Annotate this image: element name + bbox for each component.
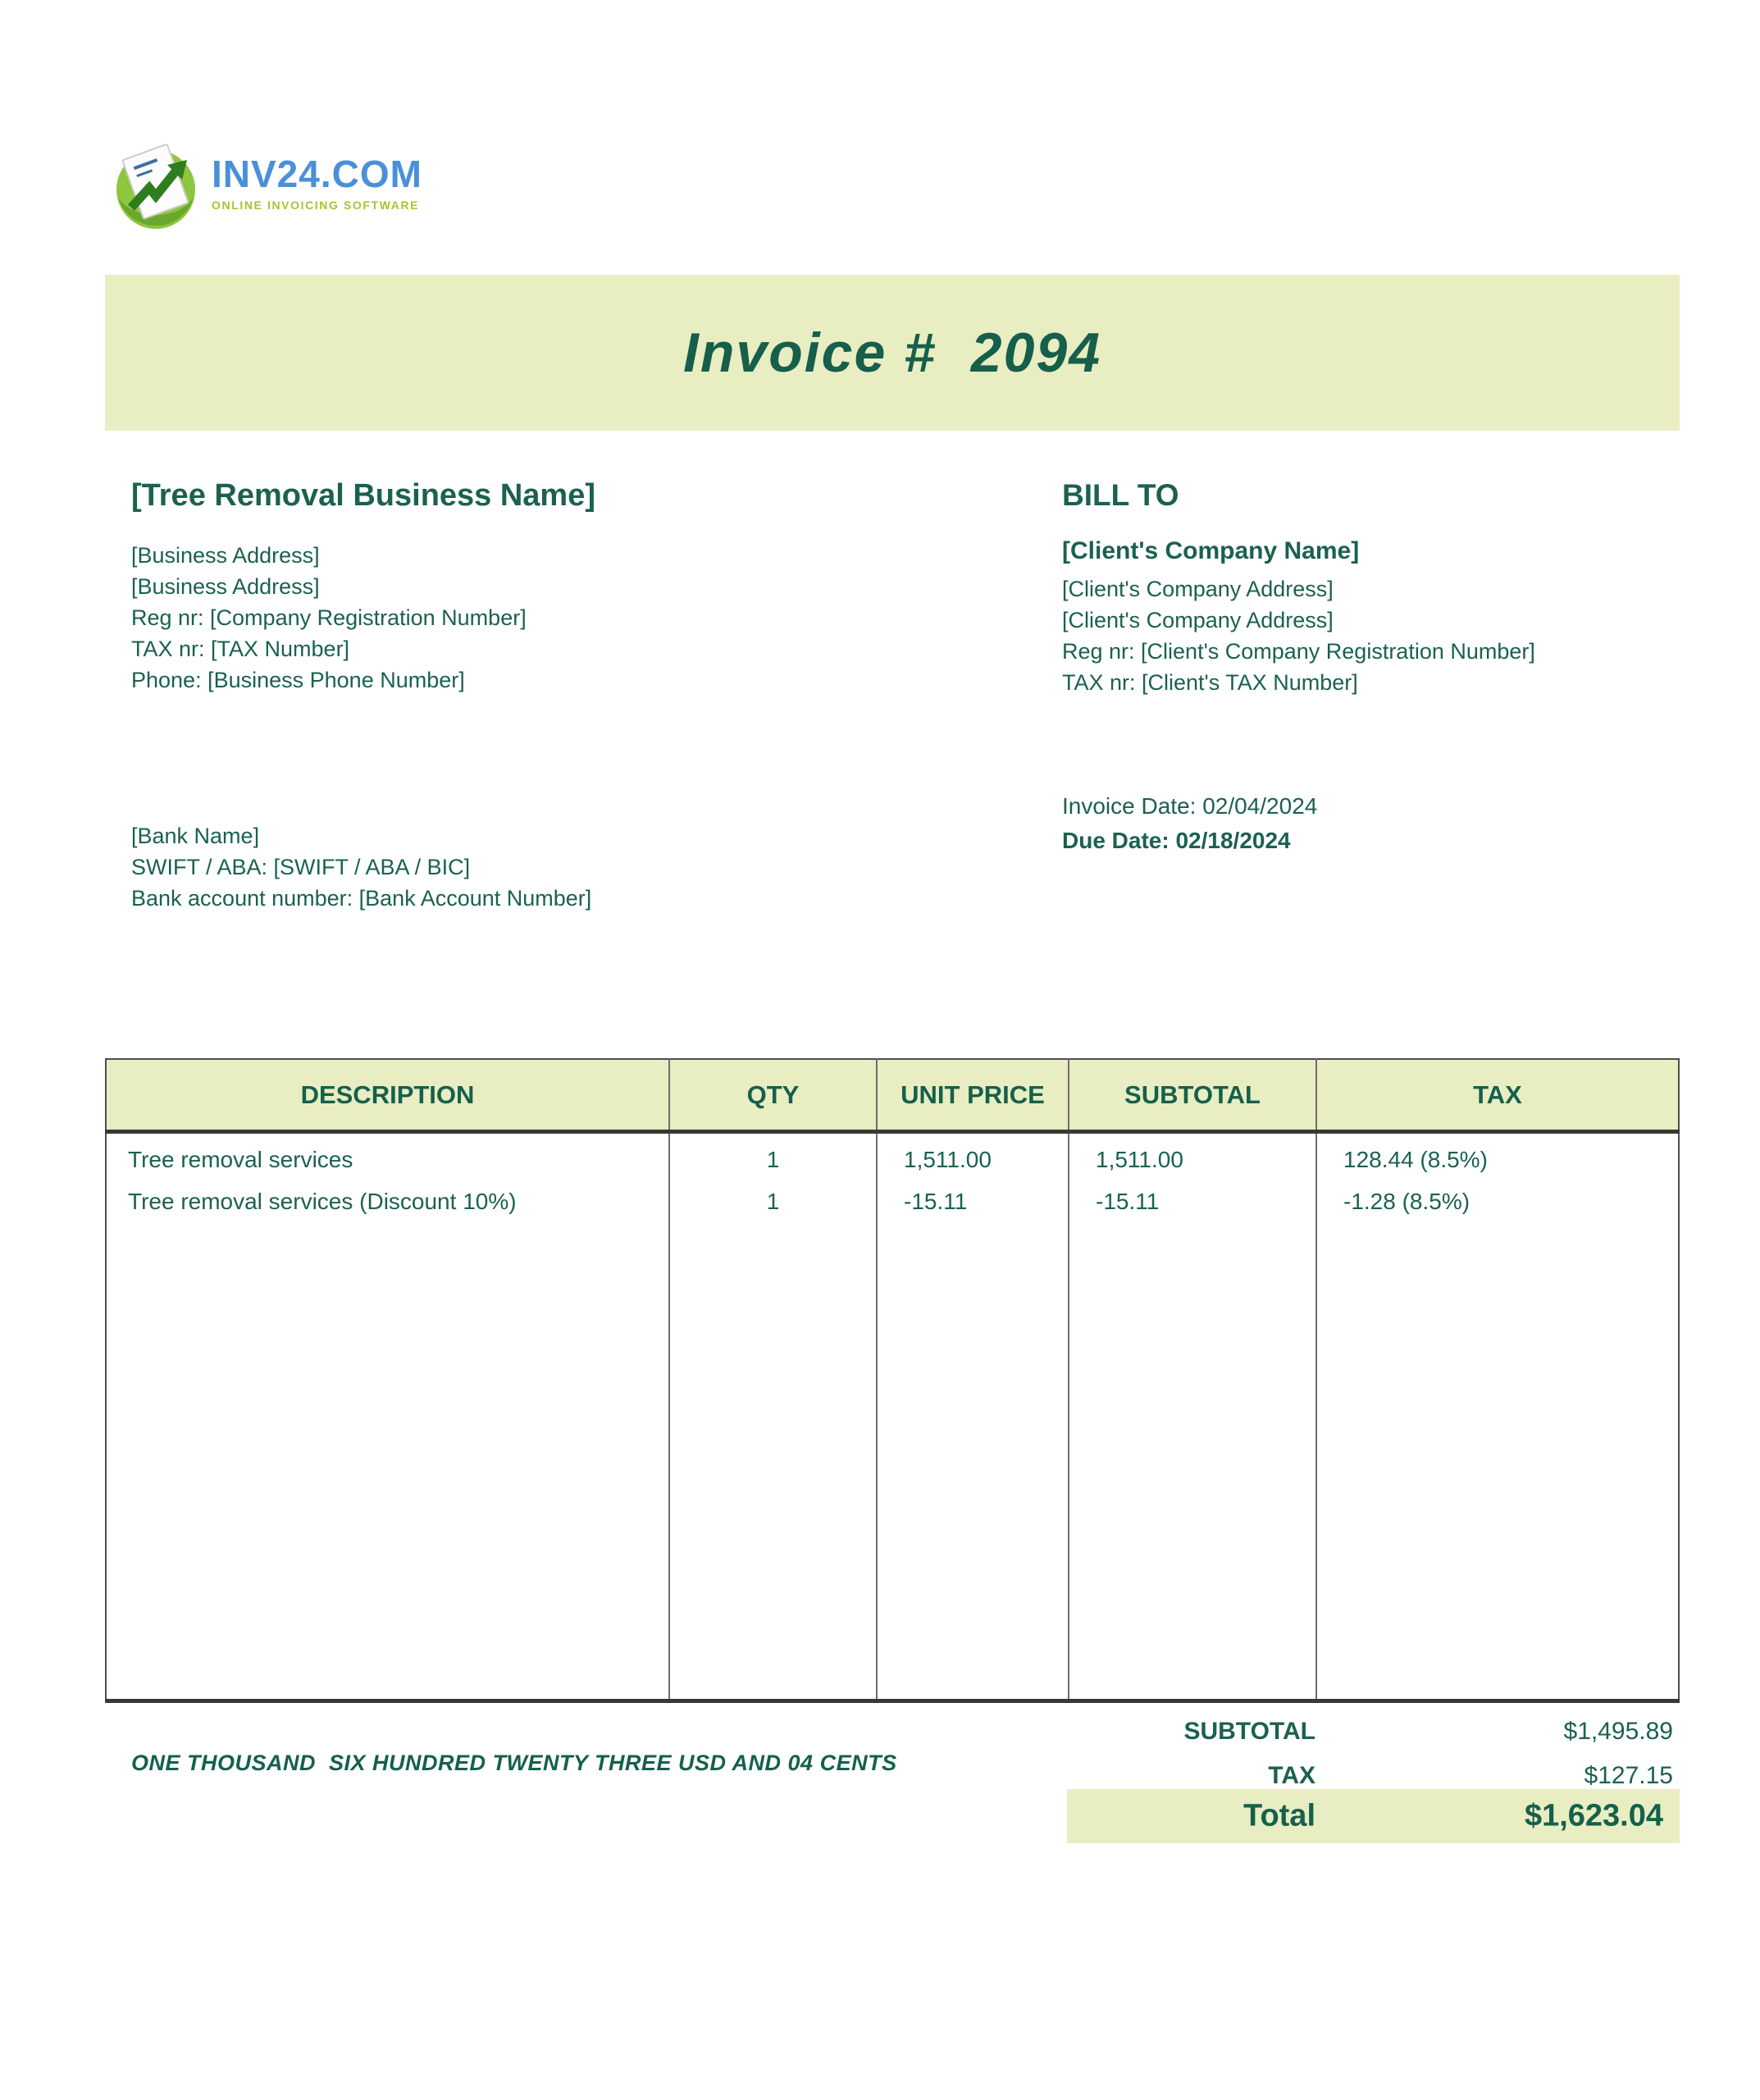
tax-value: $127.15 xyxy=(1584,1762,1673,1789)
logo-brand: INV24.COM xyxy=(212,153,422,195)
client-name: [Client's Company Name] xyxy=(1062,537,1360,564)
seller-name: [Tree Removal Business Name] xyxy=(131,478,596,513)
seller-block xyxy=(131,478,595,696)
bank-name-line: [Bank Name] xyxy=(131,824,260,848)
item-unit-price: 1,511.00 xyxy=(877,1132,1069,1185)
bank-block xyxy=(131,820,591,914)
col-header-tax: TAX xyxy=(1316,1059,1679,1132)
tax-label: TAX xyxy=(1268,1762,1315,1789)
col-header-description: DESCRIPTION xyxy=(106,1059,669,1132)
logo-text xyxy=(212,155,422,212)
subtotal-label: SUBTOTAL xyxy=(1183,1718,1315,1745)
table-filler-row xyxy=(106,1226,1679,1701)
logo-tagline: ONLINE INVOICING SOFTWARE xyxy=(212,199,420,212)
seller-lines xyxy=(131,540,595,696)
logo xyxy=(107,135,422,234)
bill-to-heading: BILL TO xyxy=(1062,478,1179,512)
item-description: Tree removal services (Discount 10%) xyxy=(128,1189,517,1214)
item-subtotal: 1,511.00 xyxy=(1069,1132,1316,1185)
due-date: Due Date: 02/18/2024 xyxy=(1062,828,1291,853)
client-address-line: [Client's Company Address] xyxy=(1062,608,1334,632)
seller-reg-line: Reg nr: [Company Registration Number] xyxy=(131,605,527,630)
item-tax: -1.28 (8.5%) xyxy=(1316,1184,1679,1226)
seller-tax-line: TAX nr: [TAX Number] xyxy=(131,637,350,661)
invoice-title-band xyxy=(105,275,1680,431)
amount-in-words: ONE THOUSAND SIX HUNDRED TWENTY THREE USD AND 04 CENTS xyxy=(131,1751,897,1775)
seller-address-line: [Business Address] xyxy=(131,574,320,599)
client-tax-line: TAX nr: [Client's TAX Number] xyxy=(1062,670,1358,695)
total-band xyxy=(1067,1789,1680,1843)
bill-to-block xyxy=(1062,478,1535,698)
client-lines xyxy=(1062,573,1535,698)
col-header-subtotal: SUBTOTAL xyxy=(1069,1059,1316,1132)
table-row xyxy=(106,1132,1679,1185)
item-unit-price: -15.11 xyxy=(877,1184,1069,1226)
item-qty: 1 xyxy=(669,1132,877,1185)
seller-address-line: [Business Address] xyxy=(131,543,320,568)
item-tax: 128.44 (8.5%) xyxy=(1316,1132,1679,1185)
bank-swift-line: SWIFT / ABA: [SWIFT / ABA / BIC] xyxy=(131,855,471,879)
dates-block xyxy=(1062,789,1317,858)
total-value: $1,623.04 xyxy=(1524,1798,1663,1833)
table-header-row xyxy=(106,1059,1679,1132)
invoice-date: Invoice Date: 02/04/2024 xyxy=(1062,793,1318,819)
bank-account-line: Bank account number: [Bank Account Number] xyxy=(131,886,592,911)
items-table xyxy=(105,1058,1680,1703)
seller-phone-line: Phone: [Business Phone Number] xyxy=(131,668,465,692)
invoice-title: Invoice # 2094 xyxy=(682,322,1102,384)
client-address-line: [Client's Company Address] xyxy=(1062,577,1334,601)
item-subtotal: -15.11 xyxy=(1069,1184,1316,1226)
client-reg-line: Reg nr: [Client's Company Registration Number] xyxy=(1062,639,1535,664)
subtotal-value: $1,495.89 xyxy=(1563,1718,1673,1745)
item-description: Tree removal services xyxy=(128,1147,353,1172)
total-label: Total xyxy=(1243,1798,1315,1833)
col-header-unit-price: UNIT PRICE xyxy=(877,1059,1069,1132)
table-row xyxy=(106,1184,1679,1226)
col-header-qty: QTY xyxy=(669,1059,877,1132)
item-qty: 1 xyxy=(669,1184,877,1226)
logo-mark-icon xyxy=(107,135,205,234)
